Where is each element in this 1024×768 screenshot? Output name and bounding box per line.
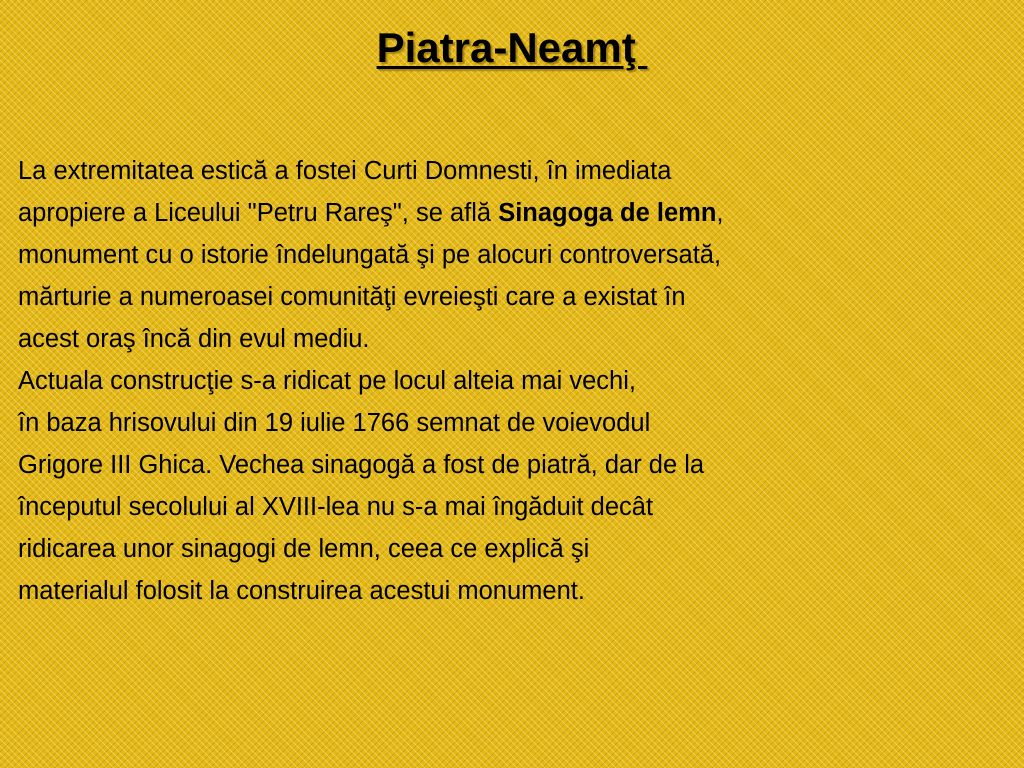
body-line-5: acest oraş încă din evul mediu. (18, 325, 370, 353)
body-line-8: Grigore III Ghica. Vechea sinagogă a fost de piatră, dar de la (18, 451, 705, 479)
body-line-3: monument cu o istorie îndelungată şi pe alocuri controversată, (18, 241, 722, 269)
body-line-11: materialul folosit la construirea acestui monument. (18, 577, 585, 605)
body-line-4: mărturie a numeroasei comunităţi evreieşti care a existat în (18, 283, 686, 311)
body-line-10: ridicarea unor sinagogi de lemn, ceea ce explică şi (18, 535, 590, 563)
slide-title: Piatra-Neamţ (376, 24, 648, 71)
body-line-1: La extremitatea estică a fostei Curti Domnesti, în imediata (18, 157, 672, 185)
synagogue-name-bold: Sinagoga de lemn (498, 199, 717, 227)
body-line-7: în baza hrisovului din 19 iulie 1766 semnat de voievodul (18, 409, 651, 437)
body-line-6: Actuala construcţie s-a ridicat pe locul alteia mai vechi, (18, 367, 636, 395)
body-line-2-end: , (716, 199, 724, 227)
body-line-2-start: apropiere a Liceului "Petru Rareş", se află (18, 199, 499, 227)
slide-body (18, 150, 1008, 612)
body-line-9: începutul secolului al XVIII-lea nu s-a mai îngăduit decât (18, 493, 654, 521)
body-line-2 (18, 192, 1008, 234)
